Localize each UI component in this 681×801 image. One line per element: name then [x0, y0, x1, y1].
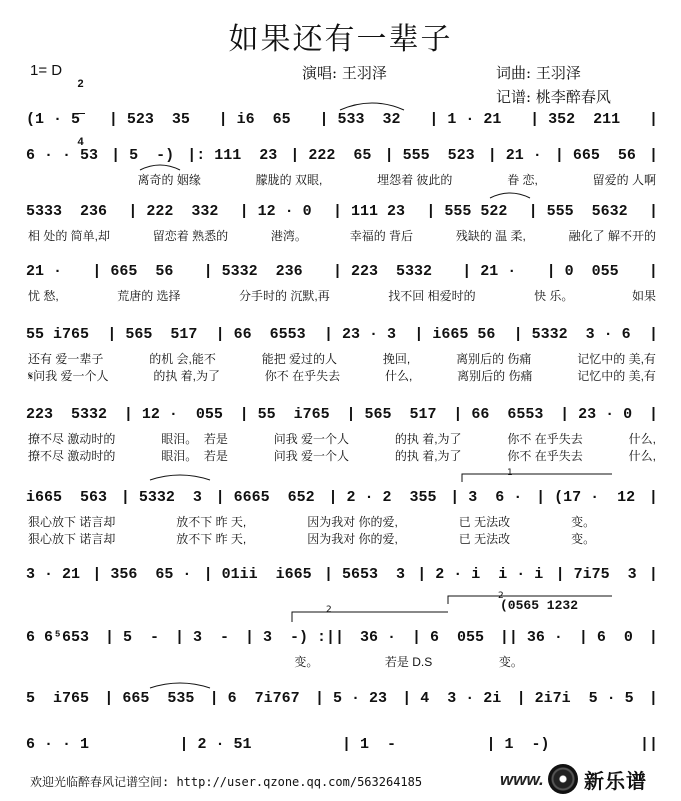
measure: | 565 517 — [107, 326, 198, 343]
lyric-segment: 离奇的 姻缘 — [137, 173, 201, 187]
lyric-segment: 残缺的 温 柔, — [455, 229, 526, 243]
lyric-segment: 荒唐的 选择 — [117, 289, 181, 303]
lyric-segment — [81, 172, 85, 188]
lyric-segment: 记忆中的 美,有 — [577, 369, 656, 383]
measure: i665 563 — [26, 489, 108, 506]
lyric-segment: 𝄋问我 爱一个人 — [28, 369, 109, 383]
lyric-row — [26, 228, 658, 244]
lyric-segment: 因为我对 你的爱, — [307, 515, 398, 529]
measure: | 352 211 — [530, 111, 621, 128]
lyric-segment: 狠心放下 诺言却 — [28, 532, 116, 546]
measure: |: 111 23 — [187, 147, 278, 164]
measure: | — [648, 263, 658, 280]
measure: | 555 522 — [426, 203, 508, 220]
lyric-segment: 变。 — [571, 515, 596, 529]
measure: | i6 65 — [218, 111, 291, 128]
lyric-segment — [654, 514, 658, 530]
measure: | 533 32 — [319, 111, 401, 128]
notation-row — [26, 262, 658, 282]
transcriber-credit: 记谱: 桃李醉春风 — [496, 88, 611, 106]
disc-icon — [548, 764, 578, 794]
lyric-row — [26, 514, 658, 530]
measure: | 223 5332 — [332, 263, 432, 280]
lyric-segment: 你不 在乎失去 — [507, 449, 583, 463]
measure: | 2 · 2 355 — [328, 489, 437, 506]
measure: | 6 0 — [578, 629, 633, 646]
measure: | 23 · 0 — [560, 406, 633, 423]
measure: | 6 7i767 — [209, 690, 300, 707]
lyric-segment — [26, 172, 30, 188]
measure: | 12 · 055 — [123, 406, 223, 423]
notation-row — [26, 405, 658, 425]
lyric-segment: 已 无法改 — [458, 515, 511, 529]
lyric-segment — [654, 654, 658, 670]
composer-credit: 词曲: 王羽泽 — [496, 64, 581, 82]
measure: | — [648, 489, 658, 506]
measure: | 555 523 — [384, 147, 475, 164]
notation-row — [26, 146, 658, 166]
time-sig-top: 2 — [77, 78, 84, 90]
lyric-row — [26, 172, 658, 188]
measure: 21 · — [26, 263, 63, 280]
measure: | 5332 3 — [120, 489, 202, 506]
measure: | 5332 236 — [203, 263, 303, 280]
lyric-segment: 什么, — [628, 449, 656, 463]
lyric-segment: 忧 愁, — [28, 289, 59, 303]
volta-1-label: 1 — [507, 468, 513, 478]
measure: | 665 535 — [104, 690, 195, 707]
notation-row — [26, 689, 658, 709]
lyric-segment: 能把 爱过的人 — [261, 352, 338, 366]
lyric-segment: 融化了 解不开的 — [568, 229, 656, 243]
lyric-segment: 你不 在乎失去 — [264, 369, 341, 383]
measure: 223 5332 — [26, 406, 108, 423]
measure: | (17 · 12 — [536, 489, 636, 506]
lyric-segment: 因为我对 你的爱, — [307, 532, 398, 546]
lyric-segment: 变。 — [294, 655, 319, 669]
measure: | 6665 652 — [215, 489, 315, 506]
lyric-segment: 眷 恋, — [507, 173, 538, 187]
lyric-segment: 撩不尽 激动时的 — [28, 449, 116, 463]
notation-row — [26, 488, 658, 508]
measure: | 1 -) — [486, 736, 550, 753]
measure: | — [648, 147, 658, 164]
measure: 55 i765 — [26, 326, 90, 343]
measure: | i665 56 — [414, 326, 496, 343]
measure: | 111 23 — [332, 203, 405, 220]
lyric-row — [26, 448, 658, 464]
measure: | 5 - — [104, 629, 159, 646]
measure: | 523 35 — [108, 111, 190, 128]
measure: | 1 - — [341, 736, 396, 753]
lyric-segment: 挽回, — [382, 352, 411, 366]
measure: | 665 56 — [554, 147, 636, 164]
measure: | — [648, 629, 658, 646]
lyric-segment: 的机 会,能不 — [149, 352, 216, 366]
measure: | 3 6 · — [450, 489, 523, 506]
measure: | 01ii i665 — [203, 566, 312, 583]
measure: | 5653 3 — [323, 566, 405, 583]
measure: | — [648, 111, 658, 128]
lyric-segment: 撩不尽 激动时的 — [28, 432, 116, 446]
singer-credit: 演唱: 王羽泽 — [302, 64, 387, 82]
notation-row — [26, 735, 658, 755]
notation-row — [26, 110, 658, 130]
lyric-segment: 狠心放下 诺言却 — [28, 515, 116, 529]
lyric-segment: 放不下 昨 天, — [176, 515, 247, 529]
lyric-segment: 留爱的 人啊 — [592, 173, 656, 187]
lyric-segment: 幸福的 背后 — [349, 229, 414, 243]
measure: | — [648, 326, 658, 343]
lyric-segment — [587, 654, 591, 670]
measure: | 2 · i i · i — [417, 566, 544, 583]
lyric-row — [26, 431, 658, 447]
notation-row — [26, 565, 658, 585]
measure: | — [648, 690, 658, 707]
notation-row — [26, 628, 658, 648]
lyric-segment: 问我 爱一个人 — [273, 449, 350, 463]
lyric-segment: 若是 D.S — [384, 655, 433, 669]
lyric-segment: 眼泪。 若是 — [161, 432, 228, 446]
lyric-segment: 港湾。 — [270, 229, 307, 243]
measure: | 12 · 0 — [239, 203, 312, 220]
key-signature: 1= D — [30, 62, 63, 79]
measure: | 66 6553 — [453, 406, 544, 423]
measure: | 5332 3 · 6 — [513, 326, 631, 343]
measure: 5333 236 — [26, 203, 108, 220]
lyric-segment: 的执 着,为了 — [394, 432, 462, 446]
logo-text: 新乐谱 — [584, 768, 647, 793]
lyric-segment — [26, 654, 30, 670]
measure: | 23 · 3 — [323, 326, 396, 343]
lyric-segment: 留恋着 熟悉的 — [152, 229, 229, 243]
lyric-segment: 什么, — [628, 432, 656, 446]
lyric-row — [26, 531, 658, 547]
measure: | 5 -) — [111, 147, 175, 164]
lyric-row — [26, 368, 658, 384]
lyric-row — [26, 351, 658, 367]
measure: | 55 i765 — [239, 406, 330, 423]
lyric-segment: 问我 爱一个人 — [273, 432, 350, 446]
lyric-segment: 分手时的 沉默,再 — [239, 289, 330, 303]
measure: | 21 · — [462, 263, 517, 280]
site-logo — [548, 762, 676, 796]
measure: || 36 · — [499, 629, 563, 646]
lyric-segment: 还有 爱一辈子 — [28, 352, 104, 366]
measure: | 5 · 23 — [314, 690, 387, 707]
measure: | 665 56 — [92, 263, 174, 280]
measure: | 2 · 51 — [179, 736, 252, 753]
measure: | 7i75 3 — [555, 566, 637, 583]
measure: 6 · · 1 — [26, 736, 90, 753]
lyric-segment: 变。 — [498, 655, 523, 669]
measure: | 66 6553 — [215, 326, 306, 343]
measure: || — [639, 736, 658, 753]
lyric-segment: 放不下 昨 天, — [176, 532, 247, 546]
measure: | 565 517 — [346, 406, 437, 423]
footer-credit: 欢迎光临醉春风记谱空间: http://user.qzone.qq.com/563264185 — [30, 775, 423, 789]
measure: (1 · 5 — [26, 111, 81, 128]
lyric-segment: 如果 — [631, 289, 656, 303]
measure: 6 6⁵653 — [26, 629, 90, 646]
measure: | 222 332 — [128, 203, 219, 220]
lyric-segment: 变。 — [571, 532, 596, 546]
lyric-segment: 找不回 相爱时的 — [388, 289, 476, 303]
song-title: 如果还有一辈子 — [228, 22, 453, 57]
measure: | 356 65 · — [92, 566, 192, 583]
lyric-segment: 朦胧的 双眼, — [255, 173, 323, 187]
measure: 3 · 21 — [26, 566, 81, 583]
time-signature — [76, 57, 85, 159]
measure: | 3 -) :|| — [244, 629, 344, 646]
lyric-segment: 已 无法改 — [458, 532, 511, 546]
watermark-text: www. — [500, 770, 544, 789]
lyric-segment: 的执 着,为了 — [394, 449, 462, 463]
outro-intro-phrase: (0565 1232 — [500, 598, 579, 613]
volta-2-label: 2 — [326, 605, 332, 615]
measure: 36 · — [359, 629, 396, 646]
lyric-segment: 记忆中的 美,有 — [577, 352, 656, 366]
time-sig-bottom: 4 — [77, 136, 84, 148]
lyric-segment: 快 乐。 — [534, 289, 574, 303]
measure: | 1 · 21 — [429, 111, 502, 128]
measure: 5 i765 — [26, 690, 90, 707]
lyric-segment: 离别后的 伤痛 — [456, 352, 532, 366]
lyric-segment — [654, 531, 658, 547]
measure: | 2i7i 5 · 5 — [516, 690, 634, 707]
measure: | 4 3 · 2i — [402, 690, 502, 707]
lyric-segment: 眼泪。 若是 — [161, 449, 228, 463]
measure: | 555 5632 — [528, 203, 628, 220]
lyric-segment: 离别后的 伤痛 — [457, 369, 533, 383]
measure: | 0 055 — [546, 263, 619, 280]
lyric-segment: 相 处的 简单,却 — [28, 229, 111, 243]
lyric-segment: 什么, — [384, 369, 413, 383]
lyric-row — [26, 654, 658, 670]
notation-row — [26, 202, 658, 222]
lyric-row — [26, 288, 658, 304]
measure: | 6 055 — [411, 629, 484, 646]
measure: | — [648, 406, 658, 423]
lyric-segment — [93, 654, 97, 670]
lyric-segment — [159, 654, 163, 670]
measure: | — [648, 203, 658, 220]
volta-2b-label: 2 — [498, 591, 504, 601]
lyric-segment — [226, 654, 230, 670]
measure: | 21 · — [487, 147, 542, 164]
notation-row — [26, 325, 658, 345]
measure: 6 · · 53 — [26, 147, 99, 164]
lyric-segment: 你不 在乎失去 — [507, 432, 583, 446]
lyric-segment: 的执 着,为了 — [153, 369, 220, 383]
measure: | — [648, 566, 658, 583]
measure: | 3 - — [174, 629, 229, 646]
lyric-segment: 埋怨着 彼此的 — [377, 173, 453, 187]
measure: | 222 65 — [290, 147, 372, 164]
